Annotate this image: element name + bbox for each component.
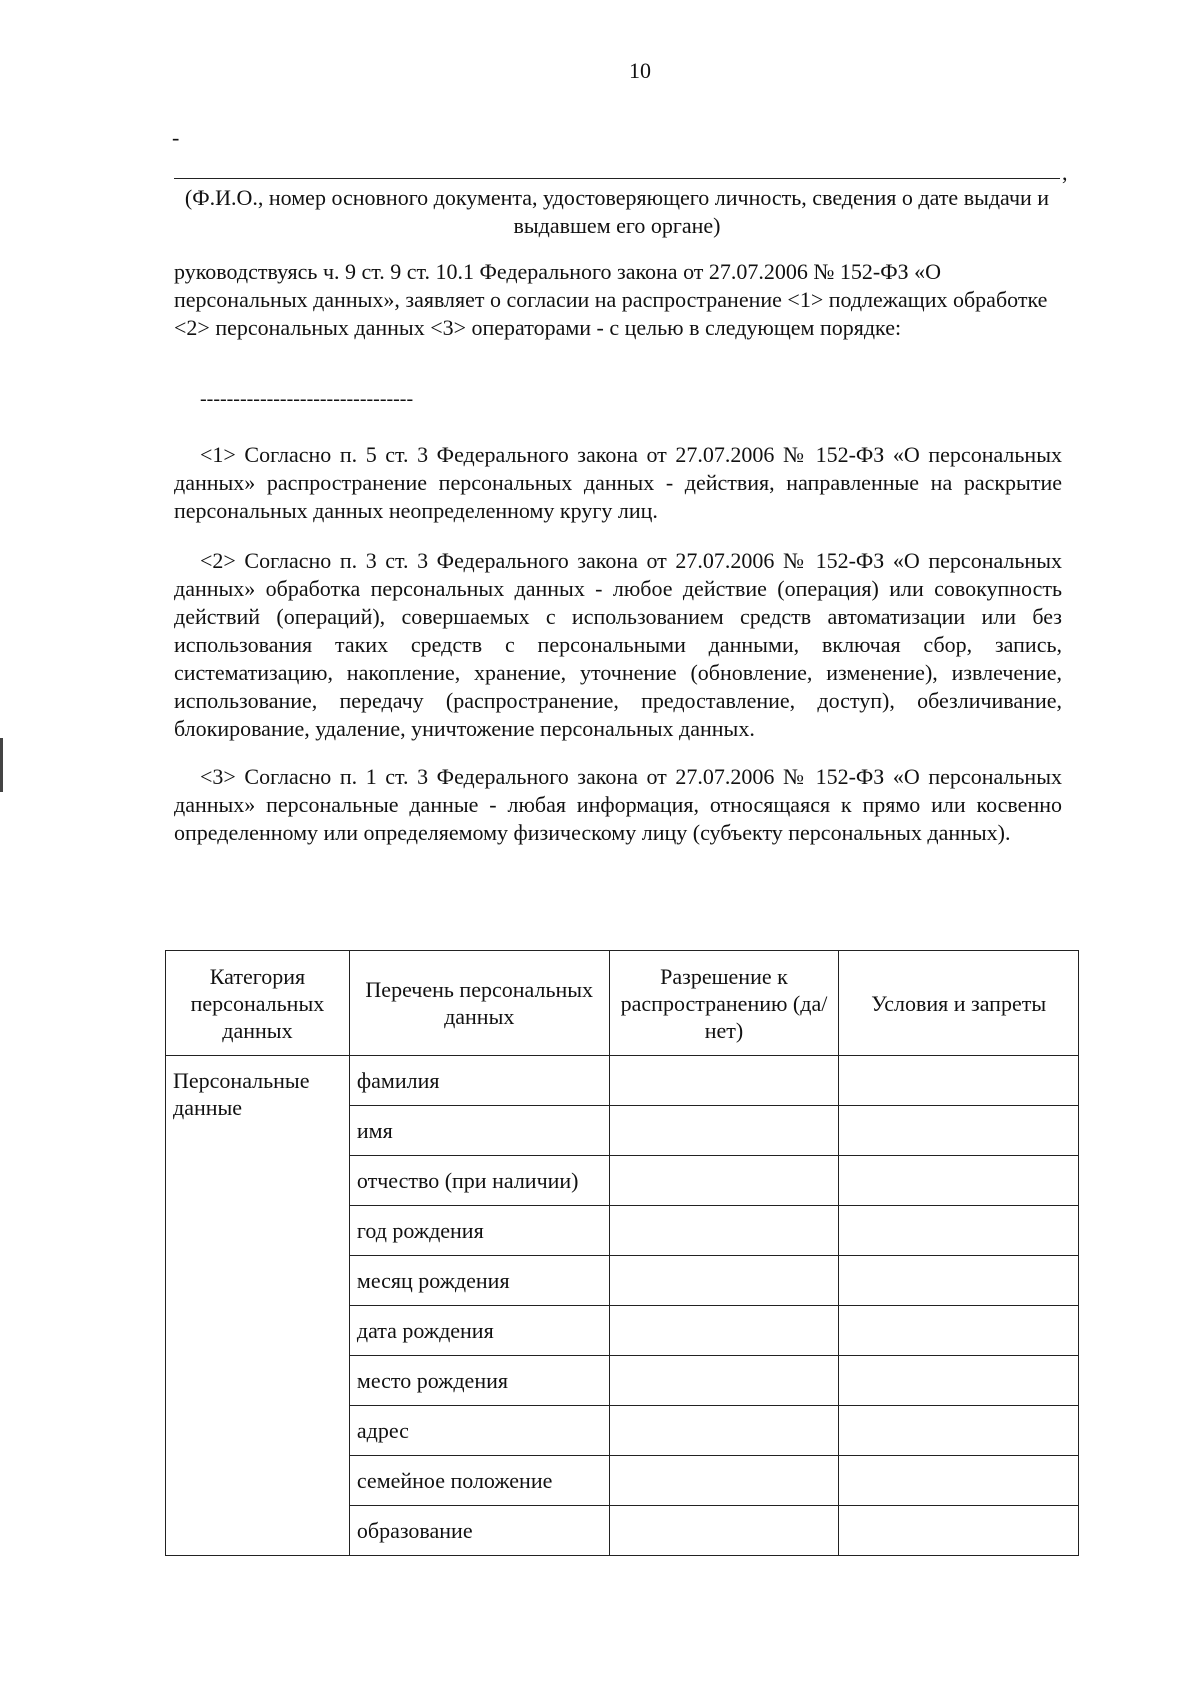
data-item-cell: образование [349,1506,609,1556]
dash-mark: - [172,125,180,150]
category-cell: Персональные данные [166,1056,350,1556]
header-category: Категория персональных данных [166,951,350,1056]
footnote-separator: -------------------------------- [200,388,414,410]
permission-cell[interactable] [609,1506,839,1556]
permission-cell[interactable] [609,1106,839,1156]
data-item-cell: дата рождения [349,1306,609,1356]
permission-cell[interactable] [609,1156,839,1206]
header-data-list: Перечень персональных данных [349,951,609,1056]
header-permission: Разрешение к распространению (да/нет) [609,951,839,1056]
conditions-cell[interactable] [839,1506,1079,1556]
conditions-cell[interactable] [839,1256,1079,1306]
permission-cell[interactable] [609,1356,839,1406]
data-item-cell: отчество (при наличии) [349,1156,609,1206]
permission-cell[interactable] [609,1406,839,1456]
conditions-cell[interactable] [839,1156,1079,1206]
fio-caption: (Ф.И.О., номер основного документа, удостоверяющего личность, сведения о дате выдачи и выдавшем его органе) [184,185,1050,238]
permission-cell[interactable] [609,1456,839,1506]
personal-data-table [165,950,1079,1556]
footnote-2: <2> Согласно п. 3 ст. 3 Федерального закона от 27.07.2006 № 152-ФЗ «О персональных данных» обработка персональных данных - любое действие (операция) или совокупность действий (операций), совершаемых с использованием средств автоматизации или без использования таких средств с персональными данными, включая сбор, запись, систематизацию, накопление, хранение, уточнение (обновление, изменение), извлечение, использование, передачу (распространение, предоставление, доступ), обезличивание, блокирование, удаление, уничтожение персональных данных. [174,548,1062,741]
permission-cell[interactable] [609,1056,839,1106]
data-item-cell: фамилия [349,1056,609,1106]
header-conditions: Условия и запреты [839,951,1079,1056]
footnote-1: <1> Согласно п. 5 ст. 3 Федерального закона от 27.07.2006 № 152-ФЗ «О персональных данных» распространение персональных данных - действия, направленные на раскрытие персональных данных неопределенному кругу лиц. [174,442,1062,523]
permission-cell[interactable] [609,1256,839,1306]
scan-margin-mark [0,738,3,792]
data-item-cell: адрес [349,1406,609,1456]
conditions-cell[interactable] [839,1206,1079,1256]
table-header-row [166,951,1079,1056]
permission-cell[interactable] [609,1206,839,1256]
conditions-cell[interactable] [839,1056,1079,1106]
table-row [166,1056,1079,1106]
permission-cell[interactable] [609,1306,839,1356]
conditions-cell[interactable] [839,1456,1079,1506]
conditions-cell[interactable] [839,1306,1079,1356]
conditions-cell[interactable] [839,1106,1079,1156]
conditions-cell[interactable] [839,1406,1079,1456]
page-number: 10 [629,58,651,83]
fio-fill-line [174,178,1060,179]
data-item-cell: год рождения [349,1206,609,1256]
consent-intro-paragraph: руководствуясь ч. 9 ст. 9 ст. 10.1 Федерального закона от 27.07.2006 № 152-ФЗ «О персональных данных», заявляет о согласии на распространение <1> подлежащих обработке <2> персональных данных <3> операторами - с целью в следующем порядке: [174,259,1048,340]
data-item-cell: имя [349,1106,609,1156]
fio-comma: , [1062,160,1068,185]
conditions-cell[interactable] [839,1356,1079,1406]
data-item-cell: место рождения [349,1356,609,1406]
data-item-cell: семейное положение [349,1456,609,1506]
footnote-3: <3> Согласно п. 1 ст. 3 Федерального закона от 27.07.2006 № 152-ФЗ «О персональных данных» персональные данные - любая информация, относящаяся к прямо или косвенно определенному или определяемому физическому лицу (субъекту персональных данных). [174,764,1062,845]
data-item-cell: месяц рождения [349,1256,609,1306]
